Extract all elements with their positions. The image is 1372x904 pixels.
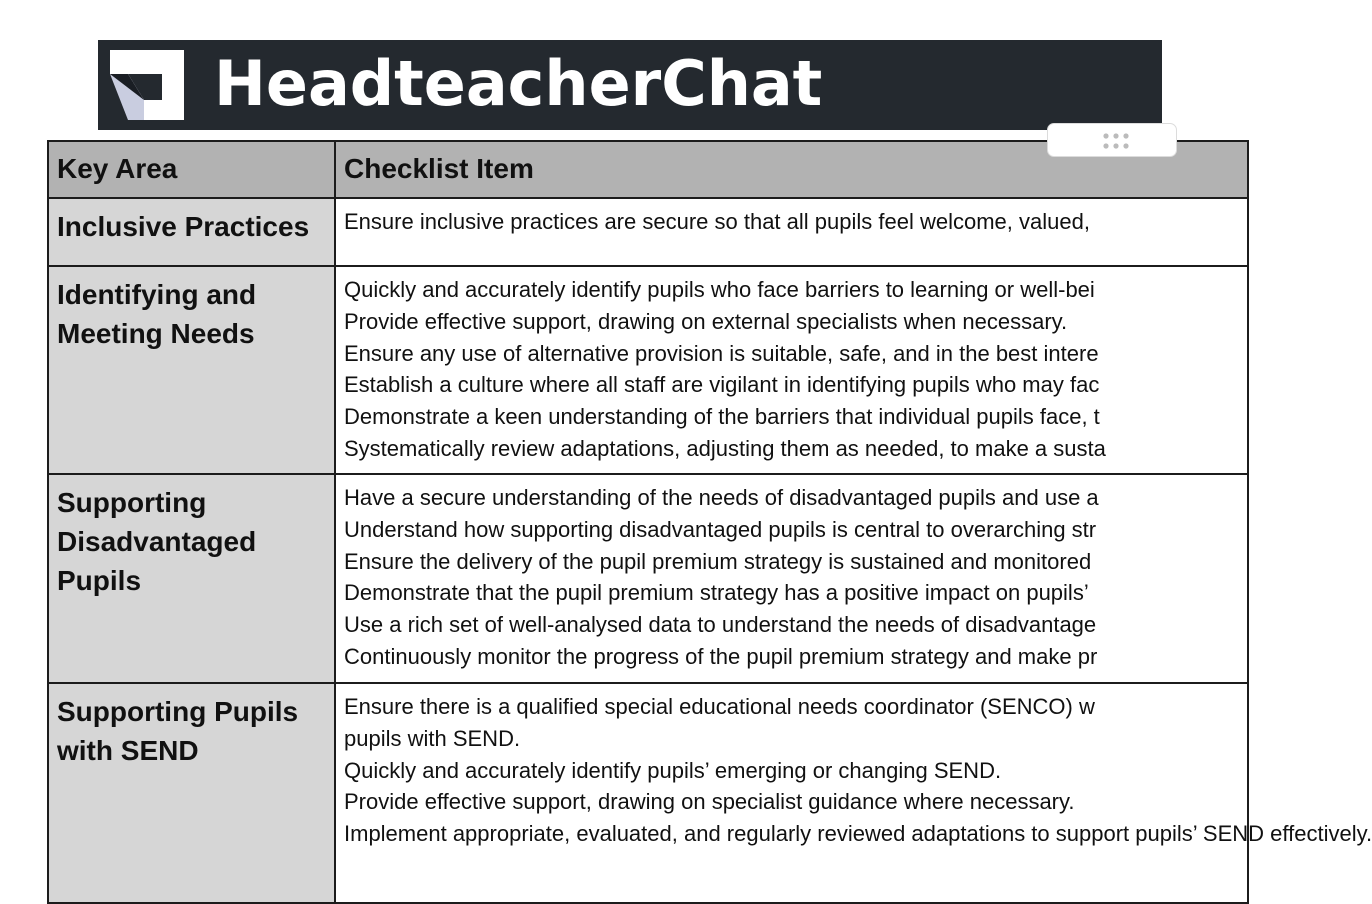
- table-row: [48, 266, 1248, 474]
- checklist-item: Implement appropriate, evaluated, and regularly reviewed adaptations to support pupils’ SEND effectively.: [344, 821, 1372, 847]
- checklist-item: Use a rich set of well-analysed data to understand the needs of disadvantage: [344, 612, 1097, 638]
- checklist-item: Demonstrate a keen understanding of the barriers that individual pupils face, t: [344, 404, 1100, 430]
- checklist-item: Systematically review adaptations, adjusting them as needed, to make a susta: [344, 435, 1106, 461]
- checklist-item: Provide effective support, drawing on external specialists when necessary.: [344, 308, 1068, 334]
- checklist-item: Ensure the delivery of the pupil premium strategy is sustained and monitored: [344, 548, 1092, 574]
- checklist-item: Quickly and accurately identify pupils who face barriers to learning or well-bei: [344, 277, 1095, 302]
- checklist-cell: [335, 474, 1248, 683]
- checklist-item: Provide effective support, drawing on specialist guidance where necessary.: [344, 789, 1075, 815]
- speech-bubble-logo-icon: [110, 50, 184, 120]
- key-area-cell: Supporting Pupils with SEND: [48, 683, 335, 903]
- header-key-area: Key Area: [48, 141, 335, 198]
- checklist-table: [47, 140, 1372, 904]
- checklist-cell: [335, 683, 1372, 903]
- drag-dots-icon: [1103, 133, 1129, 149]
- checklist-item: Ensure there is a qualified special educational needs coordinator (SENCO) w: [344, 694, 1095, 719]
- key-area-cell: Identifying and Meeting Needs: [48, 266, 335, 474]
- checklist-item: Ensure any use of alternative provision is suitable, safe, and in the best intere: [344, 340, 1099, 366]
- drag-handle[interactable]: [1047, 123, 1177, 157]
- checklist-item: Establish a culture where all staff are vigilant in identifying pupils who may fac: [344, 372, 1100, 398]
- brand-banner: [98, 40, 1162, 130]
- checklist-item: Continuously monitor the progress of the pupil premium strategy and make pr: [344, 643, 1098, 669]
- key-area-cell: Supporting Disadvantaged Pupils: [48, 474, 335, 683]
- checklist-item: Ensure inclusive practices are secure so that all pupils feel welcome, valued,: [344, 209, 1090, 234]
- table-row: [48, 683, 1248, 903]
- checklist-item: pupils with SEND.: [344, 725, 521, 751]
- checklist-cell: [335, 266, 1248, 474]
- checklist-cell: [335, 198, 1248, 266]
- table-row: [48, 198, 1248, 266]
- brand-name: HeadteacherChat: [214, 47, 823, 120]
- table-row: [48, 474, 1248, 683]
- checklist-item: Quickly and accurately identify pupils’ emerging or changing SEND.: [344, 757, 1002, 783]
- checklist-item: Understand how supporting disadvantaged pupils is central to overarching str: [344, 516, 1097, 542]
- header-checklist-item: Checklist Item: [335, 141, 1248, 198]
- checklist-item: Have a secure understanding of the needs of disadvantaged pupils and use a: [344, 485, 1099, 510]
- key-area-cell: Inclusive Practices: [48, 198, 335, 266]
- checklist-item: Demonstrate that the pupil premium strategy has a positive impact on pupils’: [344, 580, 1089, 606]
